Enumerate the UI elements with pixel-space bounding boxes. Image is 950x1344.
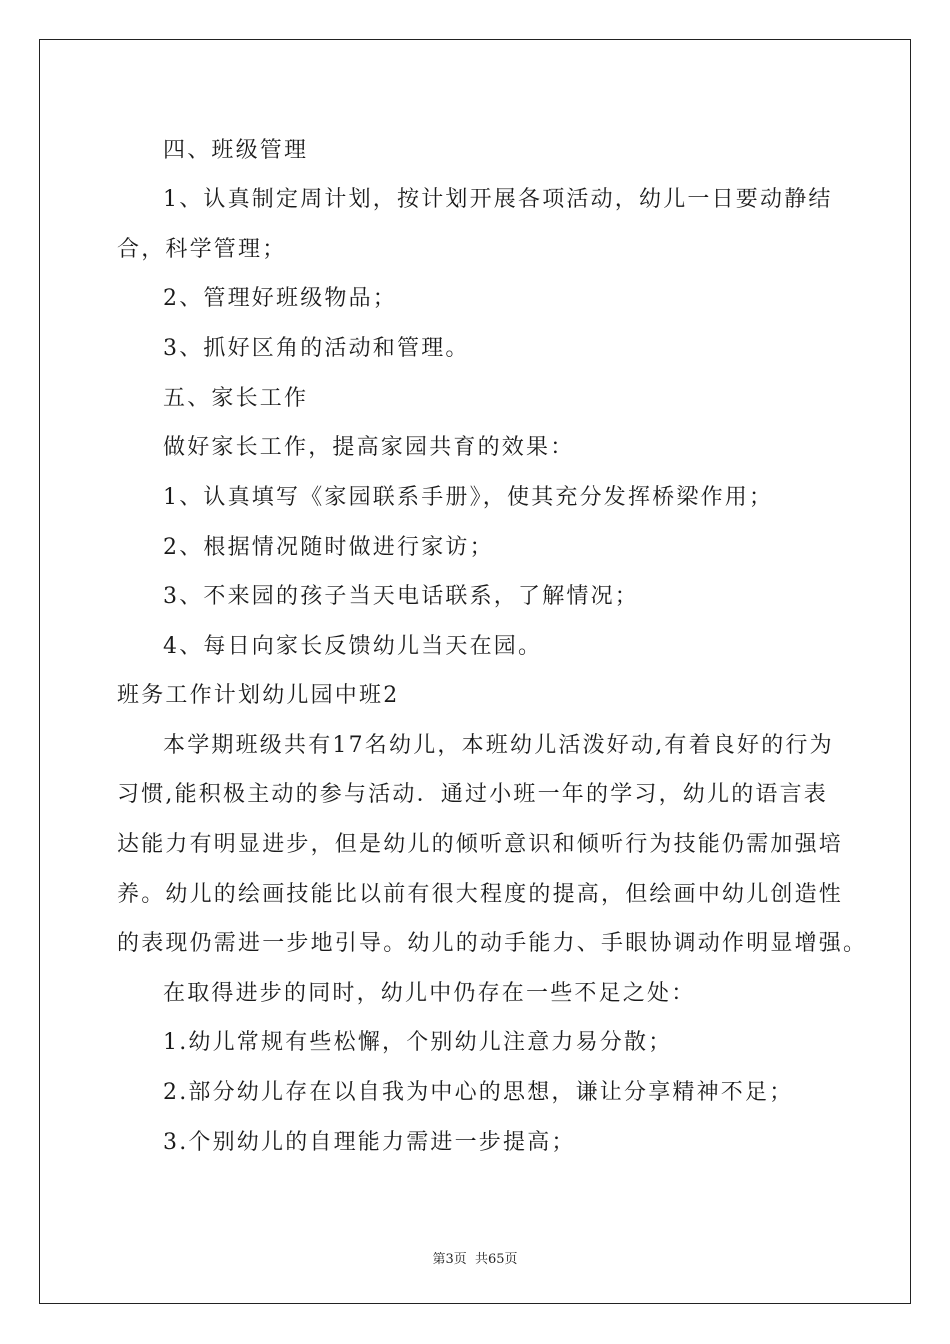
paragraph-line: 本学期班级共有17名幼儿，本班幼儿活泼好动,有着良好的行为 <box>163 733 834 758</box>
paragraph-line: 2、管理好班级物品； <box>163 286 397 311</box>
paragraph-line: 3.个别幼儿的自理能力需进一步提高； <box>163 1130 576 1155</box>
document-subtitle: 班务工作计划幼儿园中班2 <box>117 683 400 708</box>
paragraph-line: 养。幼儿的绘画技能比以前有很大程度的提高，但绘画中幼儿创造性 <box>117 882 844 907</box>
paragraph-line: 1、认真制定周计划，按计划开展各项活动，幼儿一日要动静结 <box>163 187 833 212</box>
page-number: 第3页 <box>432 1252 467 1267</box>
paragraph-line: 习惯,能积极主动的参与活动．通过小班一年的学习，幼儿的语言表 <box>117 782 828 807</box>
paragraph-line: 的表现仍需进一步地引导。幼儿的动手能力、手眼协调动作明显增强。 <box>117 931 868 956</box>
paragraph-line: 在取得进步的同时，幼儿中仍存在一些不足之处： <box>163 981 696 1006</box>
paragraph-line: 合，科学管理； <box>117 237 287 262</box>
paragraph-line: 达能力有明显进步，但是幼儿的倾听意识和倾听行为技能仍需加强培 <box>117 832 844 857</box>
page-total: 共65页 <box>474 1252 518 1267</box>
paragraph-line: 1、认真填写《家园联系手册》，使其充分发挥桥梁作用； <box>163 485 774 510</box>
paragraph-line: 3、抓好区角的活动和管理。 <box>163 336 470 361</box>
section-heading-class-management: 四、班级管理 <box>163 138 309 163</box>
paragraph-line: 1.幼儿常规有些松懈，个别幼儿注意力易分散； <box>163 1030 673 1055</box>
section-heading-parent-work: 五、家长工作 <box>163 386 309 411</box>
paragraph-line: 4、每日向家长反馈幼儿当天在园。 <box>163 634 543 659</box>
paragraph-line: 做好家长工作，提高家园共育的效果： <box>163 435 575 460</box>
paragraph-line: 2.部分幼儿存在以自我为中心的思想，谦让分享精神不足； <box>163 1080 794 1105</box>
paragraph-line: 3、不来园的孩子当天电话联系，了解情况； <box>163 584 639 609</box>
page-border <box>39 39 911 1304</box>
page-footer <box>0 1248 950 1267</box>
paragraph-line: 2、根据情况随时做进行家访； <box>163 535 494 560</box>
